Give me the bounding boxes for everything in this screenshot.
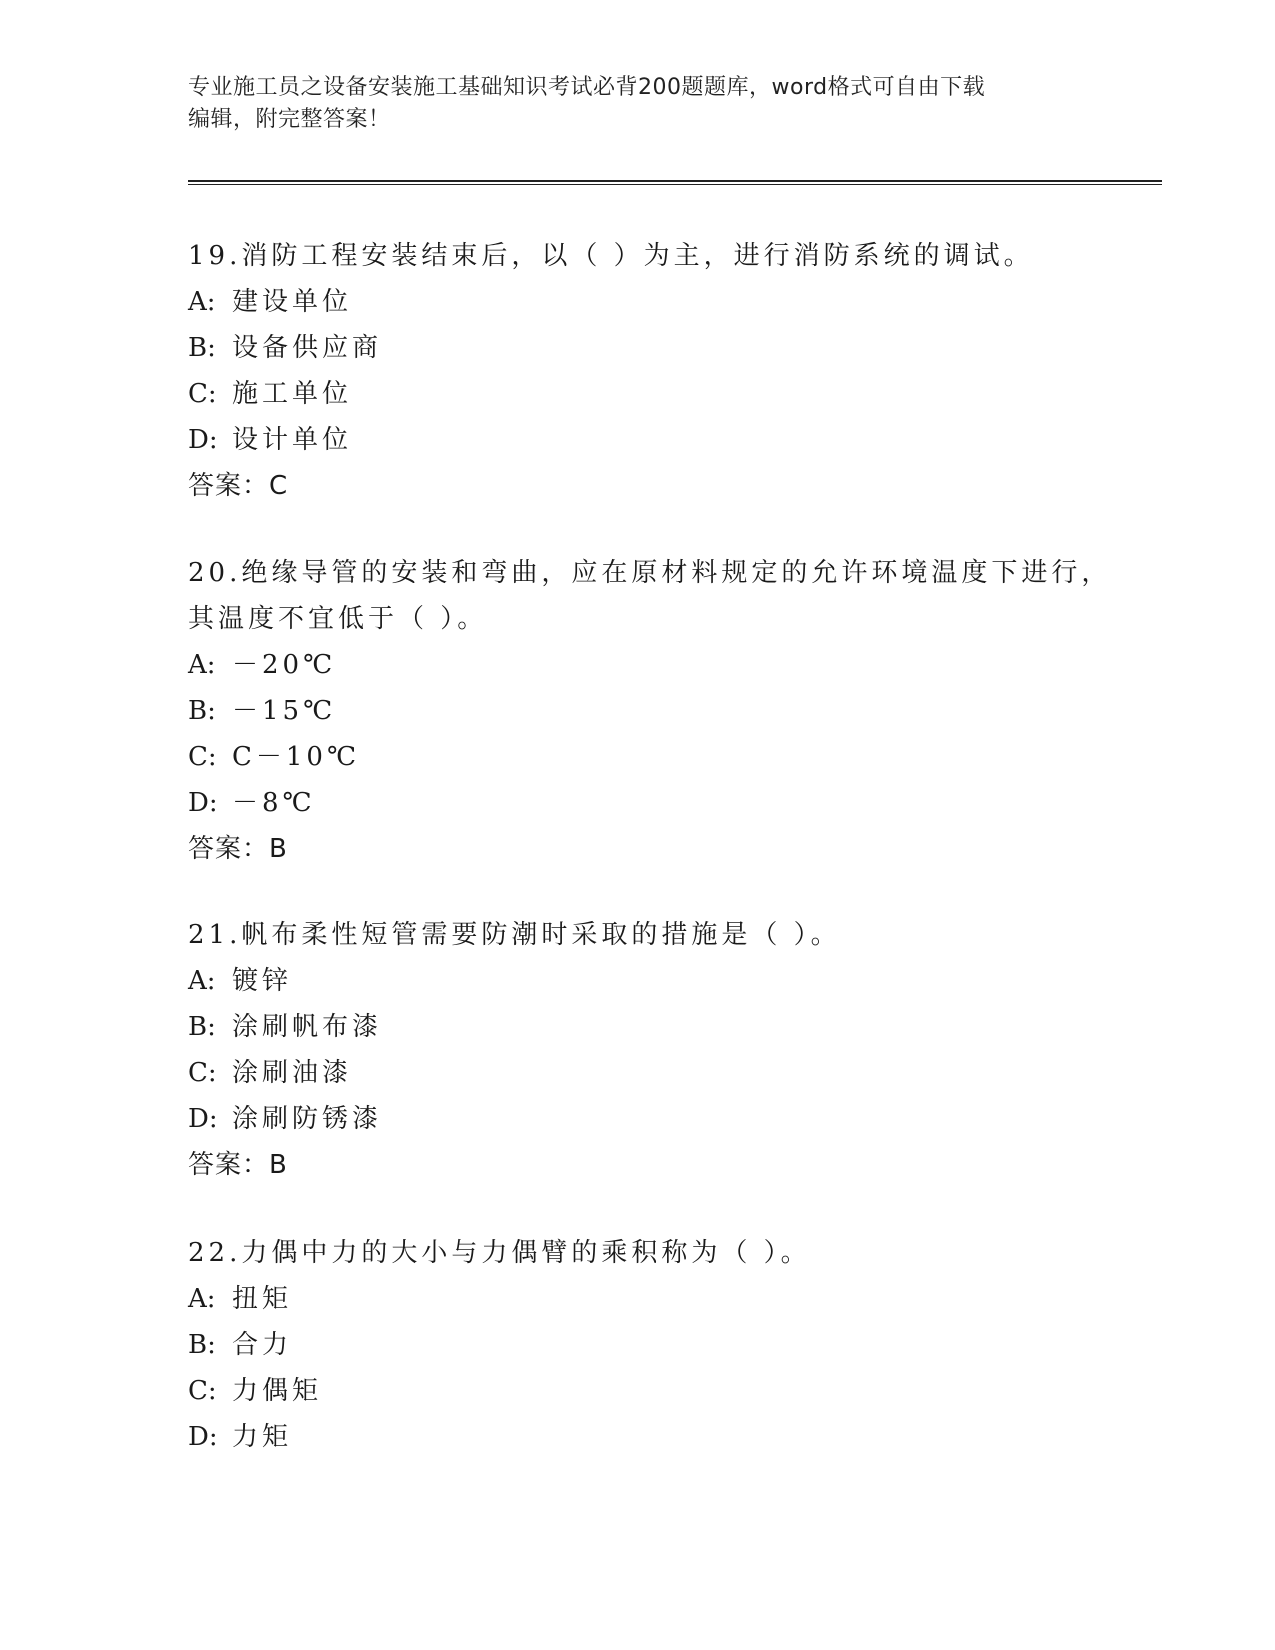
- option-text: 设备供应商: [232, 333, 383, 363]
- option-b: [188, 1322, 1088, 1368]
- option-text: C－10℃: [232, 742, 361, 772]
- option-text: 设计单位: [232, 425, 353, 455]
- option-b: [188, 688, 1088, 734]
- option-text: 镀锌: [232, 966, 293, 996]
- option-text: 力矩: [232, 1422, 293, 1452]
- option-label: A:: [188, 966, 216, 996]
- page-header: [188, 72, 1088, 136]
- option-d: [188, 780, 1088, 826]
- option-a: [188, 279, 1088, 325]
- question-20: [188, 550, 1112, 872]
- answer: 答案：B: [188, 1150, 288, 1180]
- option-c: [188, 371, 1088, 417]
- option-label: D:: [188, 1422, 218, 1452]
- option-text: 施工单位: [232, 379, 353, 409]
- option-label: C:: [188, 742, 217, 772]
- option-label: D:: [188, 788, 218, 818]
- option-d: [188, 1414, 1088, 1460]
- option-label: A:: [188, 650, 216, 680]
- option-text: 力偶矩: [232, 1376, 323, 1406]
- option-c: [188, 1368, 1088, 1414]
- header-divider: [188, 180, 1162, 185]
- question-22: [188, 1230, 1088, 1460]
- option-d: [188, 417, 1088, 463]
- header-line-2: 编辑，附完整答案！: [188, 107, 391, 132]
- option-d: [188, 1096, 1088, 1142]
- question-21: [188, 912, 1088, 1188]
- option-text: 涂刷油漆: [232, 1058, 353, 1088]
- answer: 答案：B: [188, 834, 288, 864]
- option-text: 涂刷帆布漆: [232, 1012, 383, 1042]
- question-stem: 22.力偶中力的大小与力偶臂的乘积称为（ ）。: [188, 1238, 811, 1268]
- option-text: －20℃: [232, 650, 337, 680]
- option-text: 建设单位: [232, 287, 353, 317]
- option-text: 涂刷防锈漆: [232, 1104, 383, 1134]
- option-c: [188, 1050, 1088, 1096]
- option-text: －15℃: [232, 696, 337, 726]
- option-text: 扭矩: [232, 1284, 293, 1314]
- question-19: [188, 233, 1088, 509]
- option-label: D:: [188, 425, 218, 455]
- option-label: A:: [188, 287, 216, 317]
- option-label: D:: [188, 1104, 218, 1134]
- question-stem: 19.消防工程安装结束后，以（ ）为主，进行消防系统的调试。: [188, 241, 1034, 271]
- question-stem: 20.绝缘导管的安装和弯曲，应在原材料规定的允许环境温度下进行，: [188, 558, 1112, 588]
- question-stem: 21.帆布柔性短管需要防潮时采取的措施是（ ）。: [188, 920, 841, 950]
- option-text: 合力: [232, 1330, 293, 1360]
- option-label: C:: [188, 1058, 217, 1088]
- option-label: B:: [188, 1012, 216, 1042]
- option-b: [188, 325, 1088, 371]
- option-b: [188, 1004, 1088, 1050]
- option-a: [188, 1276, 1088, 1322]
- option-label: B:: [188, 1330, 216, 1360]
- option-label: B:: [188, 696, 216, 726]
- option-text: －8℃: [232, 788, 316, 818]
- option-c: [188, 734, 1088, 780]
- option-label: B:: [188, 333, 216, 363]
- option-a: [188, 958, 1088, 1004]
- option-label: C:: [188, 379, 217, 409]
- header-line-1: 专业施工员之设备安装施工基础知识考试必背200题题库，word格式可自由下载: [188, 75, 986, 100]
- option-a: [188, 642, 1088, 688]
- answer: 答案：C: [188, 471, 289, 501]
- question-stem-continued: 其温度不宜低于（ ）。: [188, 604, 488, 634]
- option-label: C:: [188, 1376, 217, 1406]
- option-label: A:: [188, 1284, 216, 1314]
